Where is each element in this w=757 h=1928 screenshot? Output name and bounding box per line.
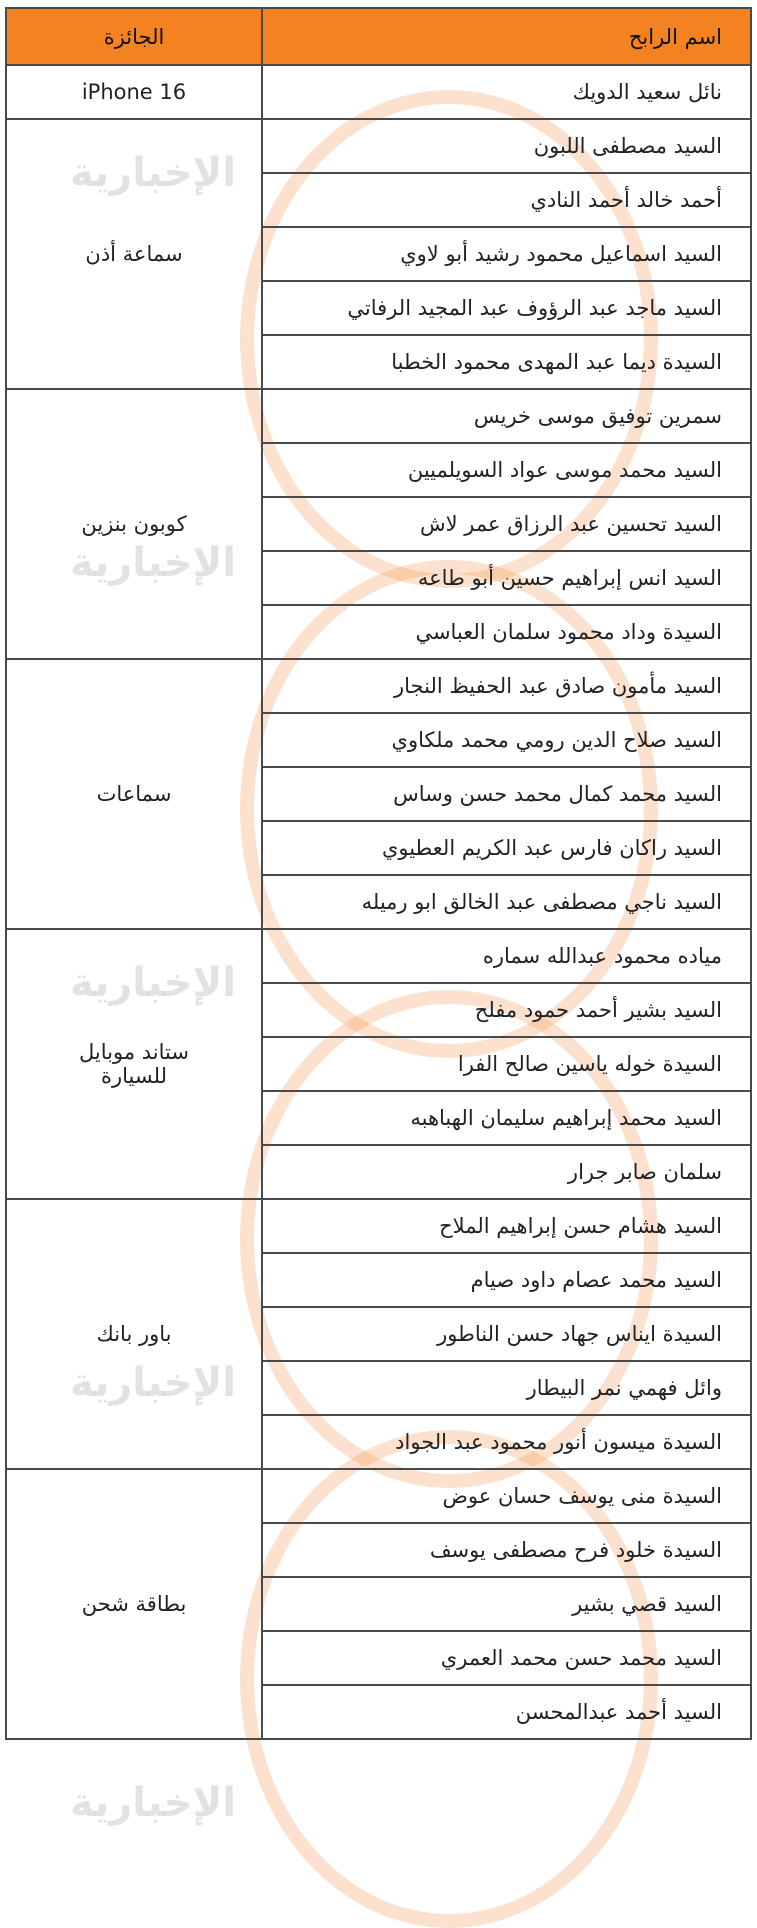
winner-name: وائل فهمي نمر البيطار — [262, 1361, 751, 1415]
table-row — [6, 929, 751, 983]
winner-name: السيدة خلود فرح مصطفى يوسف — [262, 1523, 751, 1577]
watermark-logo: الإخبارية — [70, 540, 236, 586]
winner-name: مياده محمود عبدالله سماره — [262, 929, 751, 983]
table-row — [6, 1469, 751, 1523]
winner-name: السيد تحسين عبد الرزاق عمر لاش — [262, 497, 751, 551]
winner-name: أحمد خالد أحمد النادي — [262, 173, 751, 227]
watermark-logo: الإخبارية — [70, 1780, 236, 1826]
prize-cell: بطاقة شحن — [6, 1469, 262, 1739]
table-row — [6, 659, 751, 713]
prize-cell: iPhone 16 — [6, 65, 262, 119]
winner-name: السيدة وداد محمود سلمان العباسي — [262, 605, 751, 659]
header-winner-name: اسم الرابح — [262, 8, 751, 65]
winner-name: السيدة خوله ياسين صالح الفرا — [262, 1037, 751, 1091]
winner-name: السيد ماجد عبد الرؤوف عبد المجيد الرفاتي — [262, 281, 751, 335]
winner-name: السيد بشير أحمد حمود مفلح — [262, 983, 751, 1037]
prize-cell: كوبون بنزين — [6, 389, 262, 659]
winner-name: سمرين توفيق موسى خريس — [262, 389, 751, 443]
header-prize: الجائزة — [6, 8, 262, 65]
winner-name: السيد ناجي مصطفى عبد الخالق ابو رميله — [262, 875, 751, 929]
winner-name: السيد صلاح الدين رومي محمد ملكاوي — [262, 713, 751, 767]
winner-name: السيد قصي بشير — [262, 1577, 751, 1631]
winner-name: السيد راكان فارس عبد الكريم العطيوي — [262, 821, 751, 875]
winner-name: السيدة منى يوسف حسان عوض — [262, 1469, 751, 1523]
table-row — [6, 65, 751, 119]
prize-cell: ستاند موبايل للسيارة — [6, 929, 262, 1199]
table-row — [6, 1199, 751, 1253]
prize-cell: باور بانك — [6, 1199, 262, 1469]
winner-name: السيد أحمد عبدالمحسن — [262, 1685, 751, 1739]
winner-name: السيد محمد موسى عواد السويلميين — [262, 443, 751, 497]
winner-name: سلمان صابر جرار — [262, 1145, 751, 1199]
winners-table — [5, 7, 752, 1740]
prize-cell: سماعة أذن — [6, 119, 262, 389]
winner-name: السيد محمد إبراهيم سليمان الهباهبه — [262, 1091, 751, 1145]
winner-name: السيد مصطفى اللبون — [262, 119, 751, 173]
winner-name: السيد محمد عصام داود صيام — [262, 1253, 751, 1307]
prize-cell: سماعات — [6, 659, 262, 929]
winner-name: السيد محمد كمال محمد حسن وساس — [262, 767, 751, 821]
table-row — [6, 119, 751, 173]
winner-name: السيد انس إبراهيم حسين أبو طاعه — [262, 551, 751, 605]
winner-name: السيدة ميسون أنور محمود عبد الجواد — [262, 1415, 751, 1469]
table-row — [6, 389, 751, 443]
winner-name: السيد محمد حسن محمد العمري — [262, 1631, 751, 1685]
table-header-row — [6, 8, 751, 65]
winner-name: السيد اسماعيل محمود رشيد أبو لاوي — [262, 227, 751, 281]
watermark-logo: الإخبارية — [70, 960, 236, 1006]
winner-name: السيدة ديما عبد المهدى محمود الخطبا — [262, 335, 751, 389]
winner-name: السيد هشام حسن إبراهيم الملاح — [262, 1199, 751, 1253]
winner-name: نائل سعيد الدويك — [262, 65, 751, 119]
winner-name: السيد مأمون صادق عبد الحفيظ النجار — [262, 659, 751, 713]
watermark-logo: الإخبارية — [70, 150, 236, 196]
winner-name: السيدة ايناس جهاد حسن الناطور — [262, 1307, 751, 1361]
watermark-logo: الإخبارية — [70, 1360, 236, 1406]
